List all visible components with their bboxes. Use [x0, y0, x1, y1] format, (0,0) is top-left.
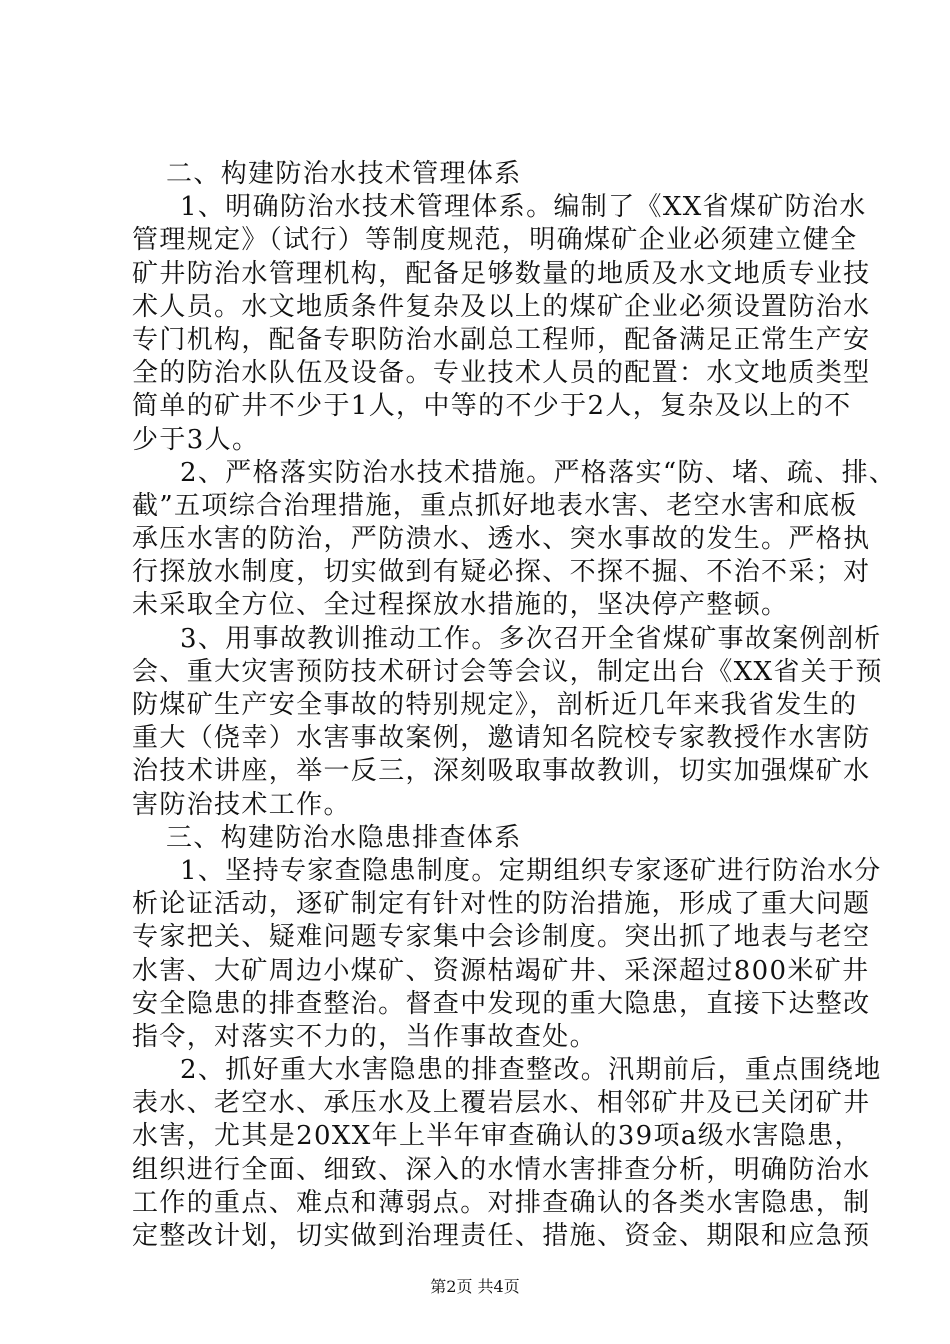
text-line: 未采取全方位、全过程探放水措施的，坚决停产整顿。 — [132, 590, 789, 620]
text-line: 2、抓好重大水害隐患的排查整改。汛期前后，重点围绕地 — [180, 1055, 882, 1085]
text-line: 全的防治水队伍及设备。专业技术人员的配置：水文地质类型 — [132, 358, 871, 388]
text-line: 会、重大灾害预防技术研讨会等会议，制定出台《XX省关于预 — [132, 657, 883, 687]
text-line: 截”五项综合治理措施，重点抓好地表水害、老空水害和底板 — [132, 491, 858, 521]
text-line: 1、明确防治水技术管理体系。编制了《XX省煤矿防治水 — [180, 192, 867, 222]
text-line: 三、构建防治水隐患排查体系 — [166, 823, 522, 853]
text-line: 水害，尤其是20XX年上半年审查确认的39项a级水害隐患， — [132, 1121, 862, 1151]
text-line: 重大（侥幸）水害事故案例，邀请知名院校专家教授作水害防 — [132, 723, 871, 753]
text-line: 组织进行全面、细致、深入的水情水害排查分析，明确防治水 — [132, 1155, 871, 1185]
text-line: 1、坚持专家查隐患制度。定期组织专家逐矿进行防治水分 — [180, 856, 882, 886]
text-line: 防煤矿生产安全事故的特别规定》，剖析近几年来我省发生的 — [132, 690, 858, 720]
text-line: 定整改计划，切实做到治理责任、措施、资金、期限和应急预 — [132, 1221, 871, 1251]
text-line: 表水、老空水、承压水及上覆岩层水、相邻矿井及已关闭矿井 — [132, 1088, 871, 1118]
text-line: 矿井防治水管理机构，配备足够数量的地质及水文地质专业技 — [132, 259, 871, 289]
text-line: 管理规定》（试行）等制度规范，明确煤矿企业必须建立健全 — [132, 225, 858, 255]
text-line: 术人员。水文地质条件复杂及以上的煤矿企业必须设置防治水 — [132, 292, 871, 322]
text-line: 承压水害的防治，严防溃水、透水、突水事故的发生。严格执 — [132, 524, 871, 554]
page-footer: 第2页 共4页 — [430, 1277, 520, 1296]
text-line: 2、严格落实防治水技术措施。严格落实“防、堵、疏、排、 — [180, 458, 897, 488]
text-line: 指令，对落实不力的，当作事故查处。 — [132, 1022, 597, 1052]
text-line: 少于3人。 — [132, 425, 260, 455]
text-line: 害防治技术工作。 — [132, 790, 351, 820]
text-line: 工作的重点、难点和薄弱点。对排查确认的各类水害隐患，制 — [132, 1188, 871, 1218]
text-line: 安全隐患的排查整治。督查中发现的重大隐患，直接下达整改 — [132, 989, 871, 1019]
text-line: 治技术讲座，举一反三，深刻吸取事故教训，切实加强煤矿水 — [132, 756, 871, 786]
text-line: 二、构建防治水技术管理体系 — [166, 159, 522, 189]
text-line: 行探放水制度，切实做到有疑必探、不探不掘、不治不采；对 — [132, 557, 871, 587]
text-line: 水害、大矿周边小煤矿、资源枯竭矿井、采深超过800米矿井 — [132, 956, 870, 986]
text-line: 3、用事故教训推动工作。多次召开全省煤矿事故案例剖析 — [180, 624, 882, 654]
text-line: 简单的矿井不少于1人，中等的不少于2人，复杂及以上的不 — [132, 391, 852, 421]
text-line: 专家把关、疑难问题专家集中会诊制度。突出抓了地表与老空 — [132, 922, 871, 952]
text-line: 专门机构，配备专职防治水副总工程师，配备满足正常生产安 — [132, 325, 871, 355]
text-line: 析论证活动，逐矿制定有针对性的防治措施，形成了重大问题 — [132, 889, 871, 919]
